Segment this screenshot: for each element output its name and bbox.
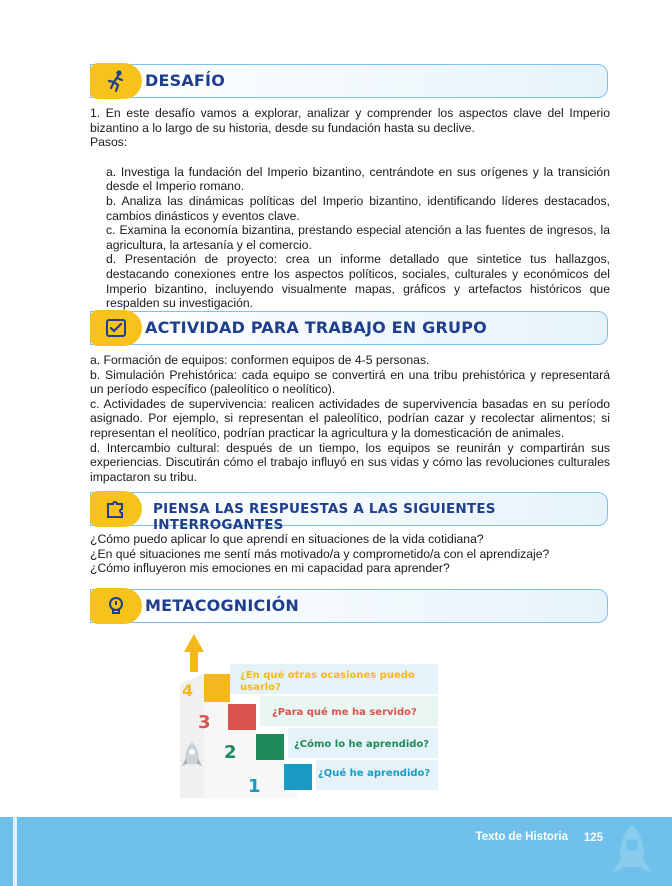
puzzle-icon [90,491,142,527]
runner-icon [90,63,142,99]
section-title: PIENSA LAS RESPUESTAS A LAS SIGUIENTES INTERROGANTES [153,501,496,533]
step-4-block [204,674,230,702]
list-item: c. Actividades de supervivencia: realicen actividades de supervivencia basadas en su período asignado. Por ejemplo, si representan el paleolítico, podrían cazar y recolectar alimentos; si representan el neolítico, podrían practicar la agricultura y la domesticación de animales. [90,396,610,440]
step-1-text: ¿Qué he aprendido? [318,768,431,779]
question-item: ¿Cómo influyeron mis emociones en mi capacidad para aprender? [90,561,450,576]
list-item: b. Simulación Prehistórica: cada equipo se convertirá en una tribu prehistórica y representará un período específico (paleolítico o neolítico). [90,367,610,397]
list-item: c. Examina la economía bizantina, prestando especial atención a las fuentes de ingresos, la agricultura, la artesanía y el comercio. [106,223,610,252]
section-title: METACOGNICIÓN [145,596,300,615]
list-item: a. Formación de equipos: conformen equipos de 4-5 personas. [90,353,430,367]
section-title: DESAFÍO [145,71,226,90]
footer-divider [13,817,17,886]
arrow-up-icon [184,634,204,672]
list-item: d. Intercambio cultural: después de un tiempo, los equipos se reunirán y compartirán sus experiencias. Discutirán cómo el trabajo influyó en sus vidas y cómo las revoluciones culturales impactaron su tribu. [90,440,610,484]
section-title: ACTIVIDAD PARA TRABAJO EN GRUPO [145,318,487,337]
step-number: 1 [248,776,261,797]
question-item: ¿Cómo puedo aplicar lo que aprendí en situaciones de la vida cotidiana? [90,532,484,546]
desafio-list [90,165,610,311]
page-footer [0,817,672,886]
step-1-block [284,764,312,790]
desafio-intro: 1. En este desafío vamos a explorar, analizar y comprender los aspectos clave del Imperio bizantino a lo largo de su historia, desde su fundación hasta su declive. [90,106,610,135]
desafio-steps-label: Pasos: [90,135,128,150]
question-item: ¿En qué situaciones me sentí más motivado/a y comprometido/a con el aprendizaje? [90,546,550,561]
list-item: b. Analiza las dinámicas políticas del Imperio bizantino, identificando líderes destacados, cambios dinásticos y eventos clave. [106,193,610,223]
step-number: 3 [198,712,211,733]
step-2-block [256,734,284,760]
desafio-banner [90,64,608,98]
grupo-body [90,353,610,484]
step-2-text: ¿Cómo lo he aprendido? [294,739,430,750]
footer-label: Texto de Historia [475,831,568,843]
page-number: 125 [583,832,603,844]
step-3-block [228,704,256,730]
step-3-text: ¿Para qué me ha servido? [272,707,417,718]
piensa-banner [90,492,608,533]
step-number: 2 [224,742,237,763]
piensa-body [90,532,610,576]
rocket-icon [602,821,662,881]
list-item: d. Presentación de proyecto: crea un informe detallado que sintetice tus hallazgos, destacando conexiones entre los aspectos políticos, sociales, culturales y económicos del Imperio bizantino, incluyendo visualmente mapas, gráficos y artefactos históricos que respalden su investigación. [106,252,610,311]
step-number: 4 [182,681,194,700]
list-item: a. Investiga la fundación del Imperio bizantino, centrándote en sus orígenes y la transición desde el Imperio romano. [106,164,610,194]
grupo-banner [90,311,608,345]
checklist-icon [90,310,142,346]
metacognicion-banner [90,589,608,623]
step-4-text: ¿En qué otras ocasiones puedo usarlo? [240,670,415,693]
metacognition-stairs [170,628,450,800]
lightbulb-icon [90,588,142,624]
desafio-body [90,106,610,311]
